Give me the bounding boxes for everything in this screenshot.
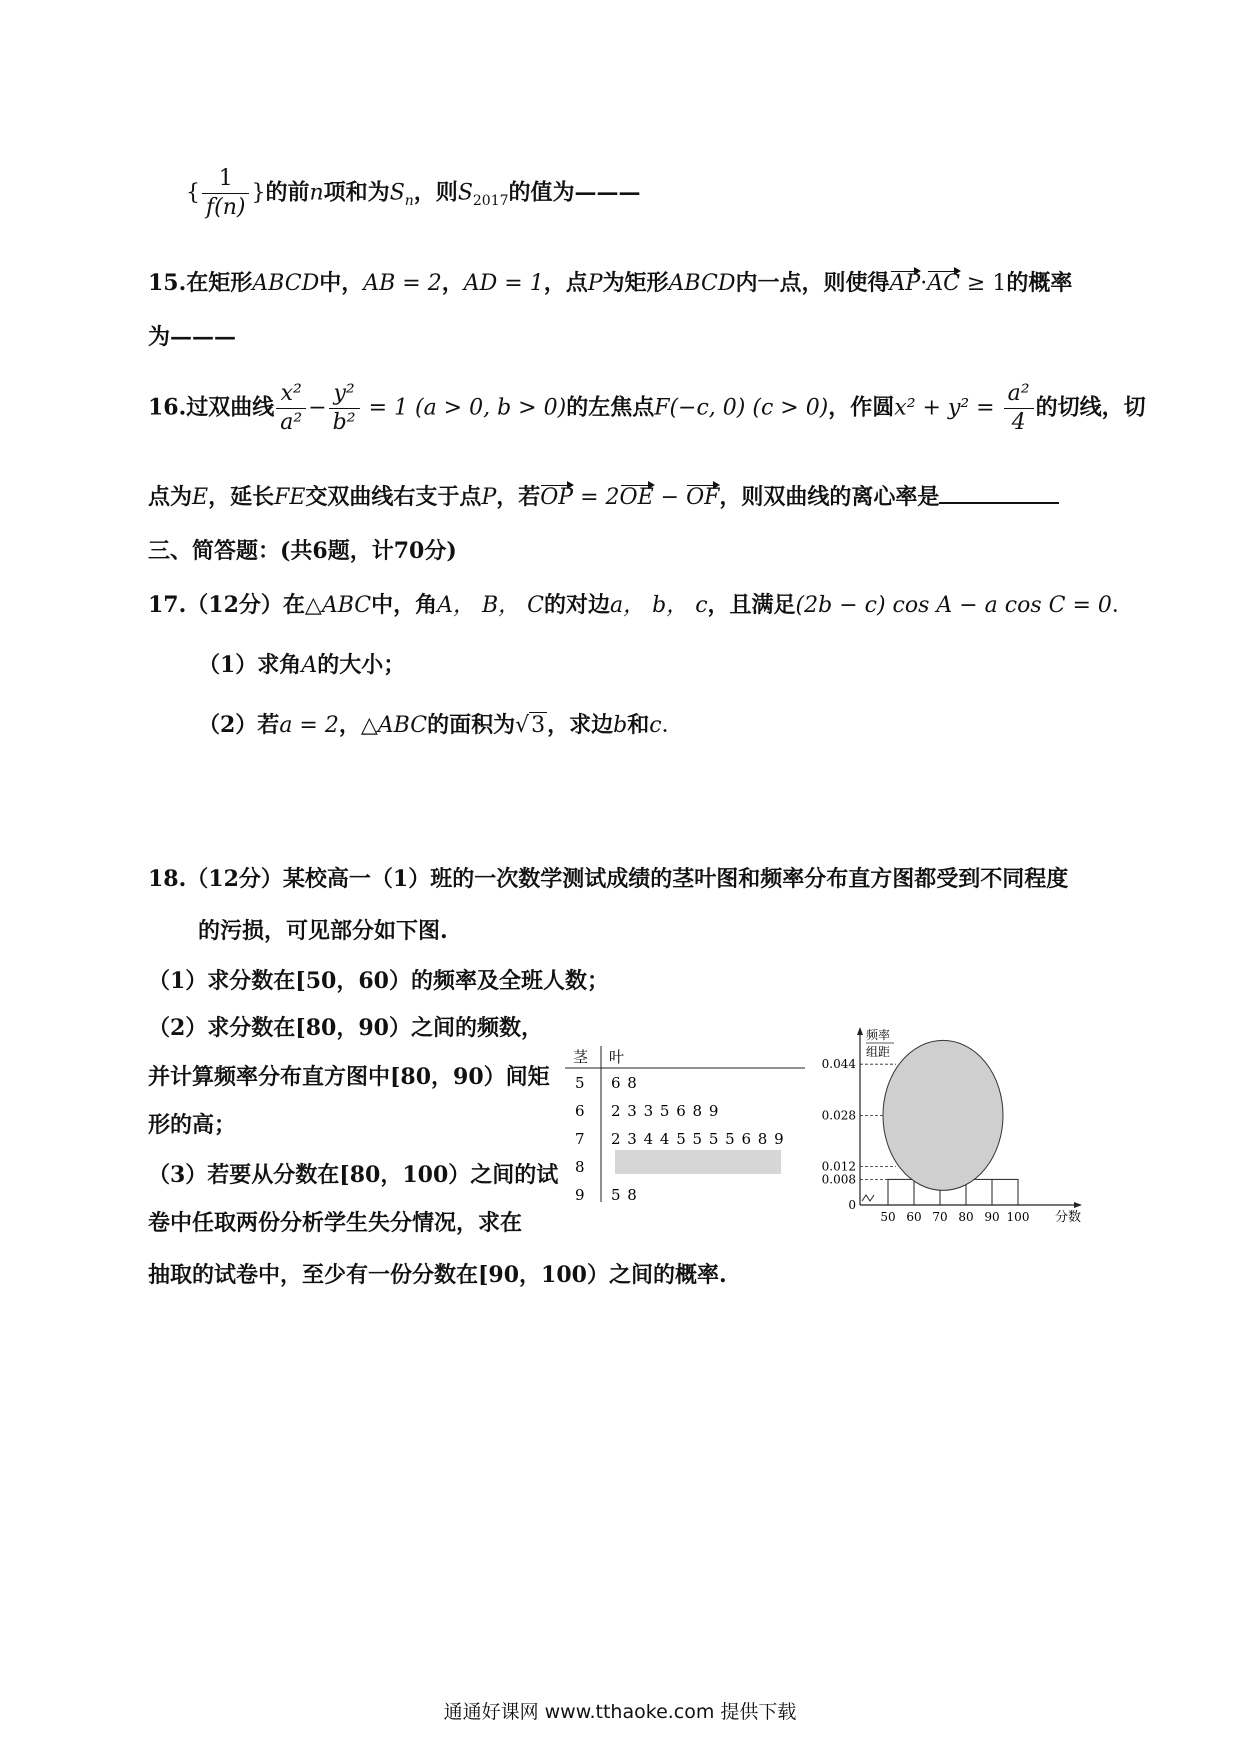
stem-leaf-plot xyxy=(565,1040,805,1210)
y-tick-label: 0.044 xyxy=(821,1057,856,1072)
fraction: $\frac{\text{y²}}{\text{b²}}$ xyxy=(329,380,360,437)
axis-break xyxy=(862,1195,874,1201)
histogram-bar xyxy=(992,1179,1018,1205)
question-18: 18.（12分）某校高一（1）班的一次数学测试成绩的茎叶图和频率分布直方图都受到不同程度 xyxy=(148,866,1069,892)
x-axis-label: 分数 xyxy=(1054,1210,1082,1225)
question-17-part1: （1）求角A的大小； xyxy=(198,652,406,678)
y-label-bottom: 组距 xyxy=(866,1045,891,1059)
y-tick-label: 0.012 xyxy=(821,1159,856,1174)
section-heading: 三、简答题：(共6题，计70分) xyxy=(148,538,457,564)
leaf-values: 2 3 3 5 6 8 9 xyxy=(611,1102,720,1120)
x-tick-label: 70 xyxy=(932,1210,948,1224)
stem-value: 5 xyxy=(575,1074,585,1092)
question-18-part2c: 形的高； xyxy=(148,1112,237,1138)
y-tick-label: 0.028 xyxy=(821,1108,856,1123)
question-18-part2a: （2）求分数在[80，90）之间的频数， xyxy=(148,1015,543,1041)
stem-value: 6 xyxy=(575,1102,585,1120)
stem-value: 9 xyxy=(575,1186,585,1204)
histogram-bar xyxy=(888,1179,914,1205)
stain-blot xyxy=(883,1040,1003,1190)
x-tick-label: 60 xyxy=(906,1210,922,1224)
question-18-part2b: 并计算频率分布直方图中[80，90）间矩 xyxy=(148,1064,550,1090)
x-tick-label: 50 xyxy=(880,1210,896,1224)
y-axis-arrow xyxy=(857,1027,863,1035)
footer: 通通好课网 www.tthaoke.com 提供下载 xyxy=(443,1701,797,1723)
question-18-line2: 的污损，可见部分如下图. xyxy=(198,918,448,944)
y-label-top: 频率 xyxy=(866,1028,891,1042)
q14-tail: { $\frac{1}{f(n)}$ }的前n项和为$S_n$，则$S_{2017}$的值为——— xyxy=(186,166,641,220)
question-15-line2: 为——— xyxy=(148,324,237,350)
leaf-values: 5 8 xyxy=(611,1186,638,1204)
leaf-header: 叶 xyxy=(609,1048,625,1066)
question-17-part2: （2）若a = 2，△ABC的面积为√3，求边b和c． xyxy=(198,712,684,738)
answer-blank xyxy=(939,478,1059,504)
fraction: $\frac{\text{x²}}{\text{a²}}$ xyxy=(276,380,306,437)
stem-value: 8 xyxy=(575,1158,585,1176)
y-tick-label: 0.008 xyxy=(821,1172,856,1187)
question-15: 15.在矩形ABCD中，AB = 2，AD = 1，点P为矩形ABCD内一点，则使得AP·AC ≥ 1的概率 xyxy=(148,268,1072,299)
origin-label: 0 xyxy=(848,1198,856,1212)
stem-header: 茎 xyxy=(573,1048,589,1066)
x-tick-label: 80 xyxy=(958,1210,974,1224)
question-18-part3c: 抽取的试卷中，至少有一份分数在[90，100）之间的概率. xyxy=(148,1262,727,1288)
question-17: 17.（12分）在△ABC中，角A， B， C的对边a， b， c，且满足(2b − c) cos A − a cos C = 0． xyxy=(148,592,1134,618)
question-18-part3a: （3）若要从分数在[80，100）之间的试 xyxy=(148,1162,559,1188)
leaf-values: 6 8 xyxy=(611,1074,638,1092)
x-axis-arrow xyxy=(1074,1202,1082,1208)
question-16: 16.过双曲线 $\frac{\text{x²}}{\text{a²}}$ − $\frac{\text{y²}}{\text{b²}}$ = 1 (a > 0, b > 0)的左焦点F(−c, 0) (c > 0)，作圆x² + y² = $\frac{\text{a²}}{4}$ 的切线，切 xyxy=(148,381,1146,435)
leaf-values: 2 3 4 4 5 5 5 5 6 8 9 xyxy=(611,1130,785,1148)
question-16-line2: 点为E，延长FE交双曲线右支于点P，若OP = 2OE − OF，则双曲线的离心率是 xyxy=(148,478,1059,513)
fraction: $\frac{1}{f(n)}$ xyxy=(202,165,249,222)
x-tick-label: 90 xyxy=(984,1210,1000,1224)
fraction: $\frac{\text{a²}}{4}$ xyxy=(1004,380,1034,437)
redaction-bar xyxy=(615,1150,781,1174)
x-tick-label: 100 xyxy=(1006,1210,1030,1224)
question-18-part1: （1）求分数在[50，60）的频率及全班人数； xyxy=(148,968,609,994)
frequency-histogram xyxy=(821,1025,1100,1230)
question-18-part3b: 卷中任取两份分析学生失分情况，求在 xyxy=(148,1210,523,1236)
stem-value: 7 xyxy=(575,1130,585,1148)
